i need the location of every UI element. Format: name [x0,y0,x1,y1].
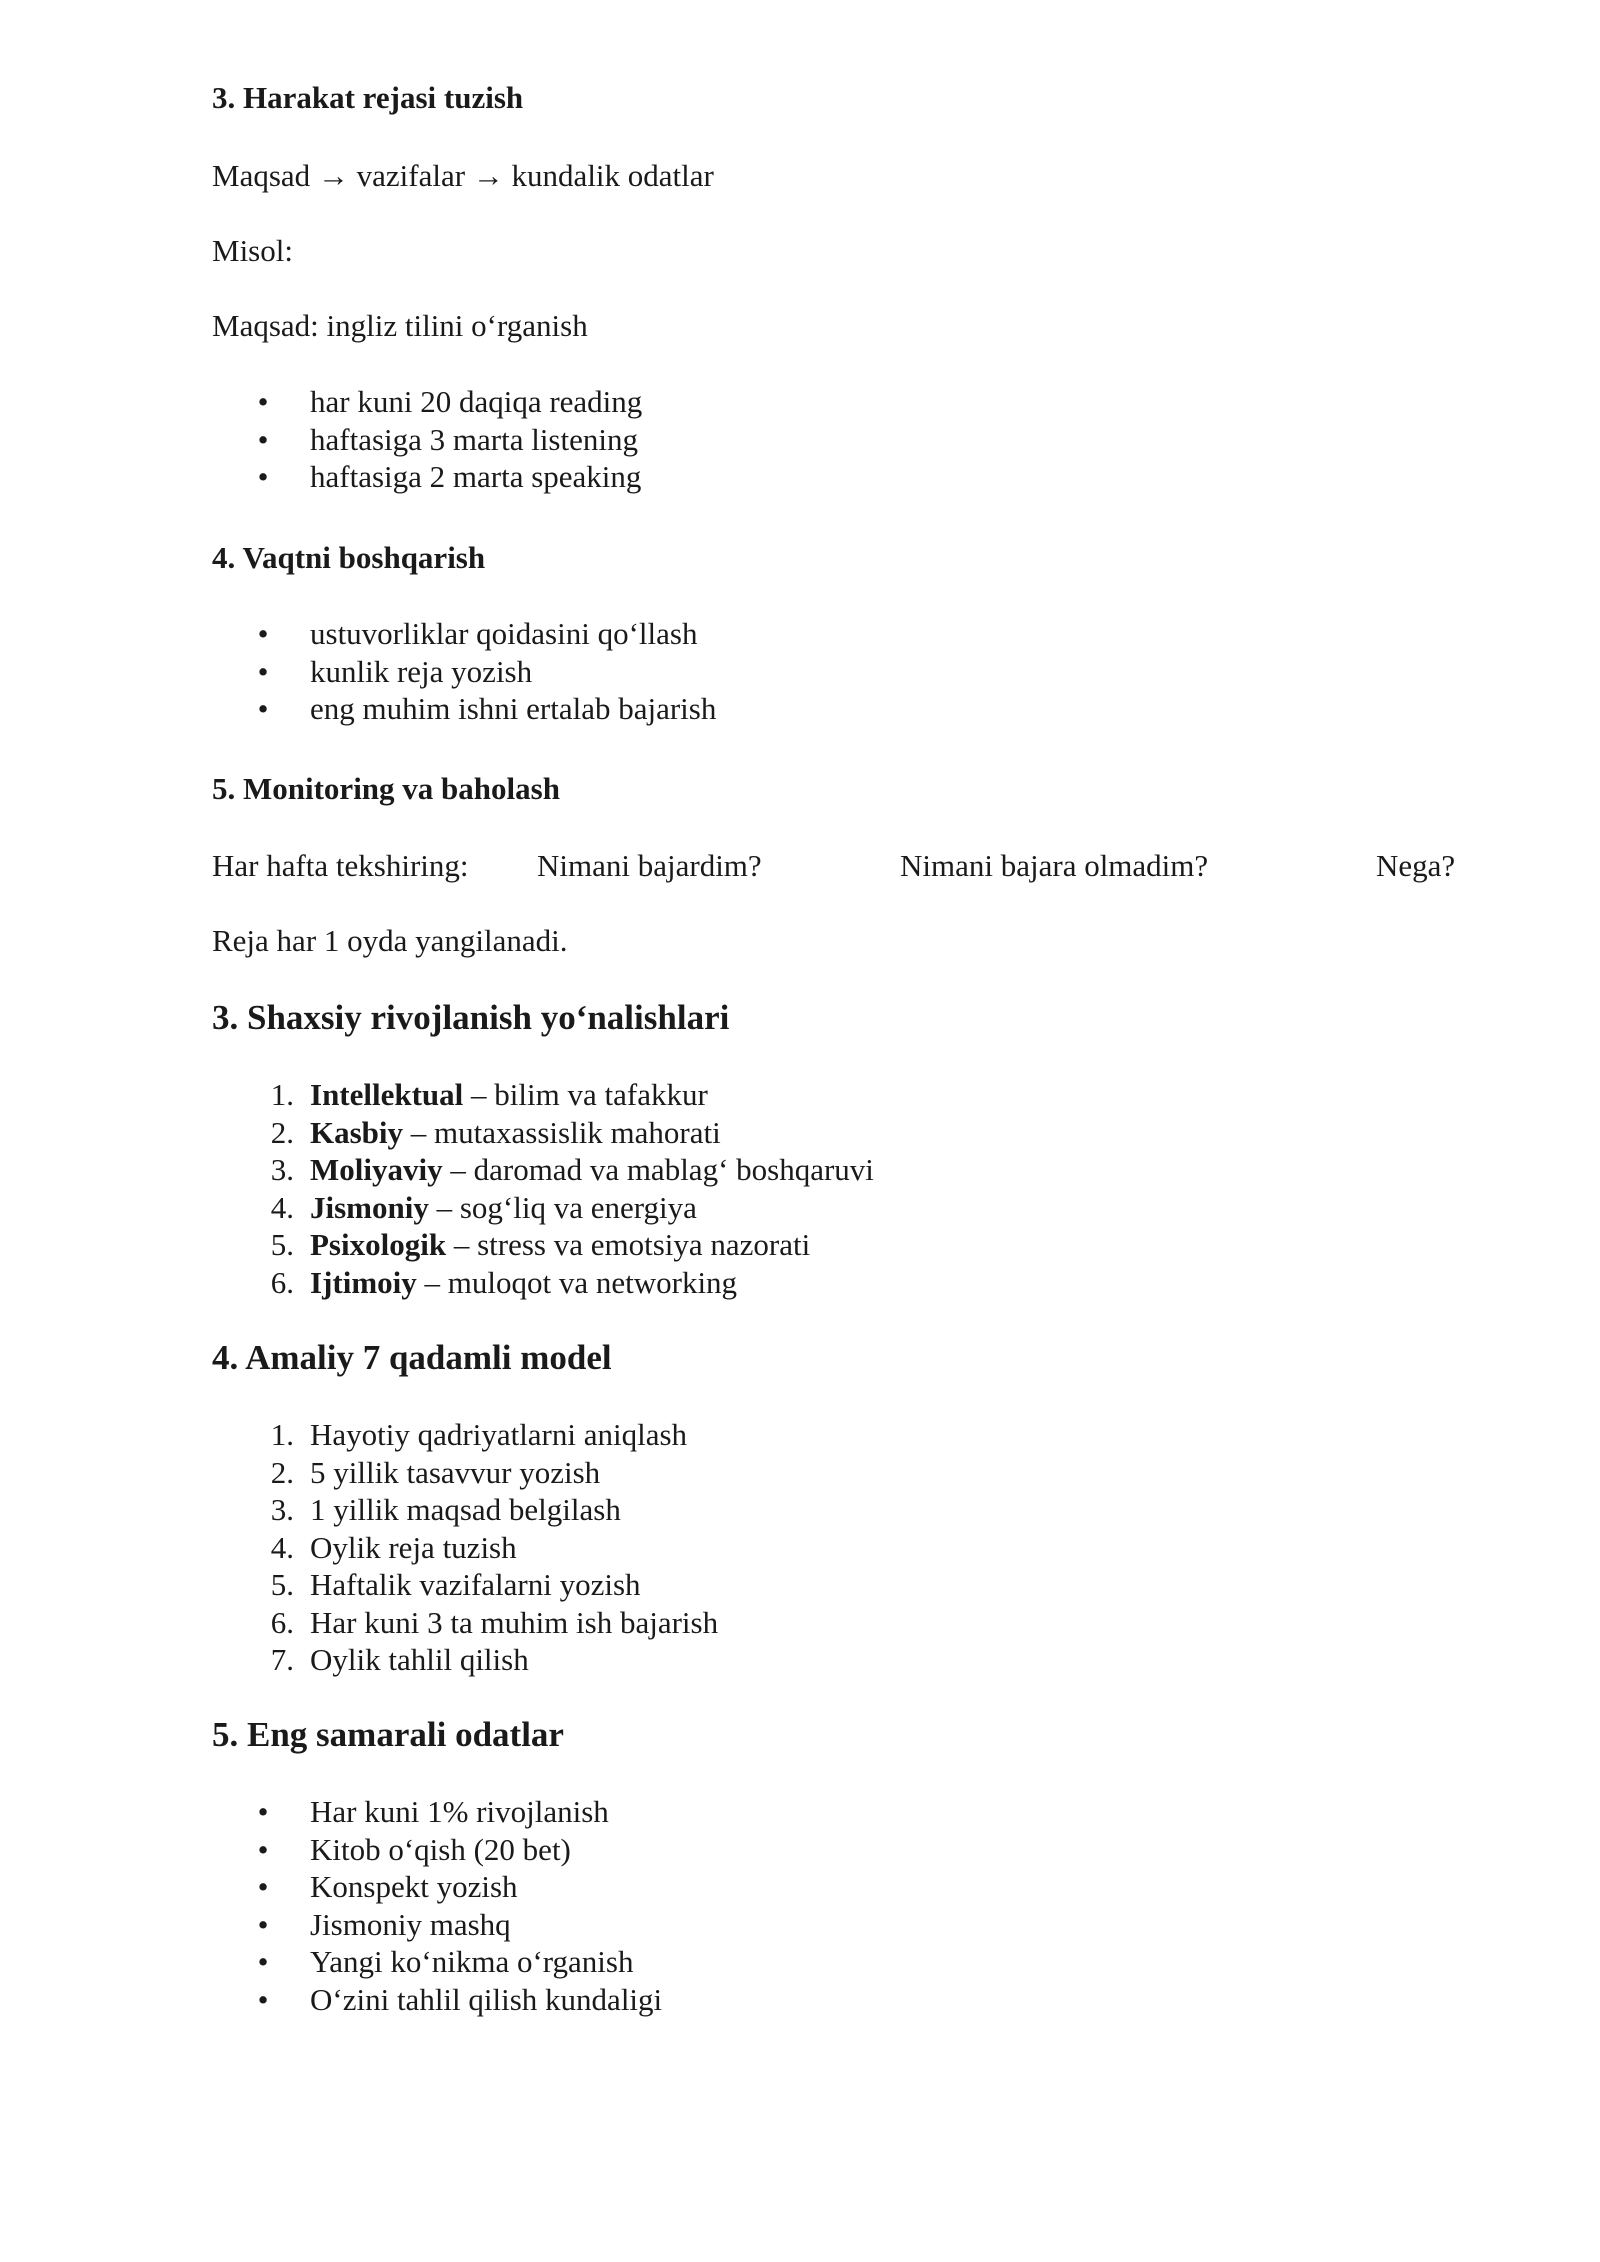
list-item: • haftasiga 3 marta listening [257,421,638,457]
update-note: Reja har 1 oyda yangilanadi. [212,923,568,958]
example-goal: Maqsad: ingliz tilini o‘rganish [212,308,588,343]
list-number: 4. [270,1529,294,1565]
direction-term: Moliyaviy [310,1152,443,1187]
check-question: Nimani bajardim? [537,848,762,883]
list-number: 1. [270,1077,294,1112]
bullet-icon: • [257,653,269,689]
list-item: • Konspekt yozish [257,1869,518,1904]
list-item: • haftasiga 2 marta speaking [257,459,642,494]
direction-term: Psixologik [310,1227,447,1262]
heading-seven-step-model: 4. Amaliy 7 qadamli model [212,1338,612,1377]
list-item: 5. Haftalik vazifalarni yozish [212,1566,718,1604]
bullet-icon: • [257,1794,269,1829]
list-number: 3. [270,1492,294,1527]
heading-development-directions: 3. Shaxsiy rivojlanish yo‘nalishlari [212,998,730,1037]
list-item: • eng muhim ishni ertalab bajarish [257,691,717,726]
list-item [212,1076,874,1114]
bullet-icon: • [257,384,269,419]
list-item: 4. Oylik reja tuzish [212,1529,718,1567]
bullet-icon: • [257,421,269,457]
list-item: • Jismoniy mashq [257,1906,511,1942]
direction-desc: – muloqot va networking [416,1264,738,1300]
list-number: 5. [270,1227,294,1262]
list-item: • Kitob o‘qish (20 bet) [257,1831,571,1867]
list-number: 7. [270,1642,294,1677]
check-question: Nega? [1376,848,1456,883]
direction-desc: – stress va emotsiya nazorati [446,1227,811,1262]
list-number: 1. [270,1417,294,1452]
habits-bullet-list [212,1793,662,2018]
time-bullet-list [212,615,716,728]
list-number: 2. [270,1114,294,1150]
list-number: 5. [270,1567,294,1602]
heading-monitoring: 5. Monitoring va baholash [212,771,560,806]
list-number: 2. [270,1454,294,1490]
weekly-check-row [212,848,1512,888]
list-item: • har kuni 20 daqiqa reading [257,384,643,419]
example-label: Misol: [212,233,293,268]
direction-desc: – mutaxassislik mahorati [403,1114,721,1150]
direction-desc: – bilim va tafakkur [463,1077,708,1112]
bullet-icon: • [257,1906,269,1942]
list-item: • ustuvorliklar qoidasini qo‘llash [257,616,698,651]
list-item [212,1264,874,1302]
direction-term: Jismoniy [310,1189,429,1225]
check-question: Nimani bajara olmadim? [900,848,1209,883]
list-item: 2. 5 yillik tasavvur yozish [212,1454,718,1492]
bullet-icon: • [257,1831,269,1867]
list-item [212,1226,874,1264]
bullet-icon: • [257,691,269,726]
heading-time-management: 4. Vaqtni boshqarish [212,540,486,575]
heading-action-plan: 3. Harakat rejasi tuzish [212,80,524,115]
direction-desc: – daromad va mablag‘ boshqaruvi [442,1152,874,1187]
list-item: • Yangi ko‘nikma o‘rganish [257,1944,634,1979]
list-number: 3. [270,1152,294,1187]
direction-desc: – sog‘liq va energiya [428,1189,697,1225]
model-steps-list [212,1416,718,1679]
list-number: 6. [270,1604,294,1640]
list-number: 4. [270,1189,294,1225]
heading-effective-habits: 5. Eng samarali odatlar [212,1715,564,1754]
list-number: 6. [270,1264,294,1300]
list-item: • O‘zini tahlil qilish kundaligi [257,1981,663,2017]
direction-term: Intellektual [310,1077,464,1112]
list-item: • Har kuni 1% rivojlanish [257,1794,609,1829]
list-item [212,1114,874,1152]
check-label: Har hafta tekshiring: [212,848,469,883]
bullet-icon: • [257,1981,269,2017]
directions-list [212,1076,874,1301]
list-item: 1. Hayotiy qadriyatlarni aniqlash [212,1416,718,1454]
direction-term: Ijtimoiy [310,1264,417,1300]
plan-flow-text: Maqsad → vazifalar → kundalik odatlar [212,158,714,193]
bullet-icon: • [257,1869,269,1904]
list-item [212,1189,874,1227]
direction-term: Kasbiy [310,1114,404,1150]
list-item: 7. Oylik tahlil qilish [212,1641,718,1679]
list-item [212,1151,874,1189]
bullet-icon: • [257,459,269,494]
list-item: • kunlik reja yozish [257,653,533,689]
bullet-icon: • [257,616,269,651]
bullet-icon: • [257,1944,269,1979]
plan-bullet-list [212,383,642,496]
list-item: 6. Har kuni 3 ta muhim ish bajarish [212,1604,718,1642]
list-item: 3. 1 yillik maqsad belgilash [212,1491,718,1529]
